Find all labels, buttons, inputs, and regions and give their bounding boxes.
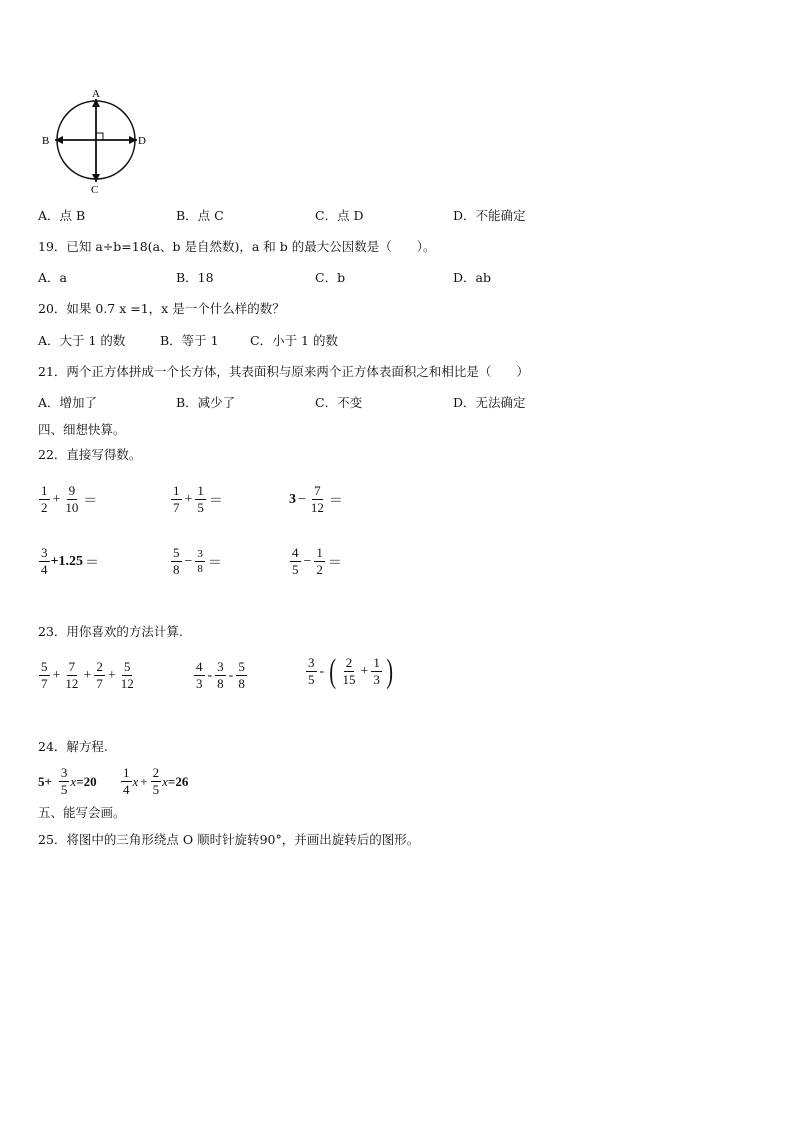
q20-option-a: A．大于 1 的数 — [38, 333, 126, 348]
label-a: A — [92, 88, 100, 100]
fraction: $\frac{7}{12}$ — [65, 659, 79, 691]
q25-question: 25．将图中的三角形绕点 O 顺时针旋转90°，并画出旋转后的图形。 — [38, 832, 420, 847]
q21-question: 21．两个正方体拼成一个长方体，其表面积与原来两个正方体表面积之和相比是（ ） — [38, 364, 529, 379]
fraction: $\frac{1}{5}$ — [197, 483, 204, 515]
q20-option-b: B．等于 1 — [160, 333, 219, 348]
fraction: $\frac{1}{2}$ — [41, 483, 48, 515]
arrow-right — [129, 136, 137, 144]
q22-expr-4: $\frac{3}{4}$ +1.25 ＝ — [41, 545, 99, 577]
fraction: $\frac{1}{2}$ — [316, 545, 323, 577]
fraction: $\frac{5}{12}$ — [120, 659, 134, 691]
label-b: B — [42, 135, 50, 147]
q22-expr-3: 3 − $\frac{7}{12}$ ＝ — [289, 483, 343, 515]
q22-expr-1: $\frac{1}{2}$ + $\frac{9}{10}$ ＝ — [41, 483, 98, 515]
fraction: $\frac{4}{3}$ — [196, 659, 203, 691]
q24-equation-1: 5+ $\frac{3}{5}$ x =20 — [38, 765, 97, 797]
fraction: $\frac{2}{15}$ — [342, 655, 356, 687]
q22-question: 22．直接写得数。 — [38, 447, 142, 462]
q21-option-c: C．不变 — [315, 395, 363, 410]
fraction: $\frac{5}{8}$ — [238, 659, 245, 691]
q23-question: 23．用你喜欢的方法计算. — [38, 624, 183, 639]
q18-option-d: D．不能确定 — [453, 208, 526, 223]
q18-option-c: C．点 D — [315, 208, 364, 223]
q21-option-b: B．减少了 — [176, 395, 236, 410]
fraction: $\frac{3}{8}$ — [217, 659, 224, 691]
fraction: $\frac{2}{5}$ — [152, 765, 160, 797]
q23-expr-2: $\frac{4}{3}$ - $\frac{3}{8}$ - $\frac{5}{8}$ — [196, 659, 245, 691]
q22-expr-6: $\frac{4}{5}$ − $\frac{1}{2}$ ＝ — [292, 545, 342, 577]
q18-option-a: A．点 B — [38, 208, 86, 223]
q20-question: 20．如果 0.7 x =1，x 是一个什么样的数？ — [38, 301, 285, 316]
fraction: $\frac{3}{5}$ — [60, 765, 68, 797]
fraction: $\frac{1}{7}$ — [173, 483, 180, 515]
q23-expr-1: $\frac{5}{7}$ + $\frac{7}{12}$ + $\frac{2}{7}$ + $\frac{5}{12}$ — [41, 659, 134, 691]
fraction: $\frac{1}{4}$ — [123, 765, 130, 797]
fraction: $\frac{5}{7}$ — [41, 659, 48, 691]
section-4-heading: 四、细想快算。 — [38, 422, 126, 437]
fraction: $\frac{3}{5}$ — [308, 655, 315, 687]
q20-option-c: C．小于 1 的数 — [250, 333, 338, 348]
fraction: $\frac{7}{12}$ — [310, 483, 324, 515]
arrow-left — [55, 136, 63, 144]
label-c: C — [91, 184, 99, 195]
arrow-down — [92, 174, 100, 182]
label-d: D — [138, 135, 146, 147]
q19-question: 19．已知 a÷b=18(a、b 是自然数)，a 和 b 的最大公因数是（ ）。 — [38, 239, 436, 254]
fraction: $\frac{5}{8}$ — [173, 545, 180, 577]
q19-option-a: A．a — [38, 270, 67, 285]
fraction: $\frac{1}{3}$ — [373, 655, 380, 687]
q19-option-b: B．18 — [176, 270, 214, 285]
q24-question: 24．解方程. — [38, 739, 108, 754]
q22-expr-2: $\frac{1}{7}$ + $\frac{1}{5}$ ＝ — [173, 483, 223, 515]
section-5-heading: 五、能写会画。 — [38, 805, 126, 820]
q24-equation-2: $\frac{1}{4}$ x + $\frac{2}{5}$ x =26 — [123, 765, 189, 797]
fraction: $\frac{3}{8}$ — [197, 548, 203, 575]
arrow-up — [92, 99, 100, 107]
q22-expr-5: $\frac{5}{8}$ − $\frac{3}{8}$ ＝ — [173, 545, 222, 577]
q19-option-d: D．ab — [453, 270, 491, 285]
q21-option-a: A．增加了 — [38, 395, 98, 410]
fraction: $\frac{4}{5}$ — [292, 545, 299, 577]
q23-expr-3: $\frac{3}{5}$ - ( $\frac{2}{15}$ + $\frac{1}{3}$ ) — [308, 652, 393, 690]
right-angle-mark — [96, 133, 103, 140]
circle-diagram — [38, 85, 153, 195]
q18-option-b: B．点 C — [176, 208, 224, 223]
q21-option-d: D．无法确定 — [453, 395, 526, 410]
q19-option-c: C．b — [315, 270, 346, 285]
fraction: $\frac{2}{7}$ — [96, 659, 103, 691]
fraction: $\frac{3}{4}$ — [41, 545, 48, 577]
fraction: $\frac{9}{10}$ — [65, 483, 79, 515]
